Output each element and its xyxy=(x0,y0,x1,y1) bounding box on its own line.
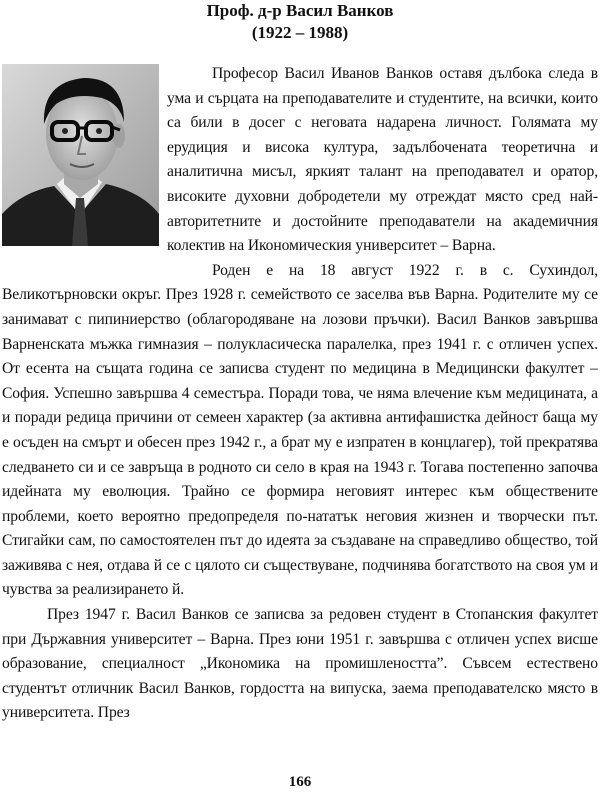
lifespan-subtitle: (1922 – 1988) xyxy=(251,23,349,42)
page-title: Проф. д-р Васил Ванков xyxy=(206,1,394,20)
paragraph-1: Професор Васил Иванов Ванков оставя дълбока следа в ума и сърцата на преподавателите и студентите, на всички, които са били в досег с неговата надарена личност. Голямата му ерудиция и висока култура, задълбочената теоретична и аналитична мисъл, яркият талант на преподавател и оратор, високите духовни добродетели му отреждат място сред най-авторитетните и достойните преподаватели на академичния колектив на Икономическия университет – Варна. xyxy=(167,65,598,255)
photo-spacer xyxy=(2,62,167,276)
paragraph-3: През 1947 г. Васил Ванков се записва за редовен студент в Стопанския факултет при Държавния университет – Варна. През юни 1951 г. завършва с отличен успех висше образование, специалност „Икономика на промишлеността”. Съвсем естествено студентът отличник Васил Ванков, гордостта на випуска, заема преподавателско място в университета. През xyxy=(2,606,598,722)
biography-text xyxy=(2,62,598,726)
page-number: 166 xyxy=(288,774,312,790)
paragraph-2: Роден е на 18 август 1922 г. в с. Сухиндол, Великотърновски окръг. През 1928 г. семейството се заселва във Варна. Родителите му се занимават с пипиниерство (облагородяване на лозови пръчки). Васил Ванков завършва Варненската мъжка гимназия – полукласическа паралелка, през 1941 г. с отличен успех. От есента на същата година се записва студент по медицина в Медицински факултет – София. Успешно завършва 4 семестъра. Поради това, че няма влечение към медицината, а и поради редица причини от семеен характер (за активна антифашистка дейност баща му е осъден на смърт и обесен през 1942 г., а брат му е изпратен в концлагер), той прекратява следването си и се завръща в родното си село в края на 1943 г. Тогава постепенно започва идейната му еволюция. Трайно се формира неговият интерес към обществените проблеми, което вероятно предопределя по-нататък неговия жизнен и творчески път. Стигайки сам, по самостоятелен път до идеята за създаване на справедливо общество, той заживява с нея, отдава й се с цялото си съществуване, подчинява богатството на своя ум и чувства за реализирането й. xyxy=(2,261,598,599)
